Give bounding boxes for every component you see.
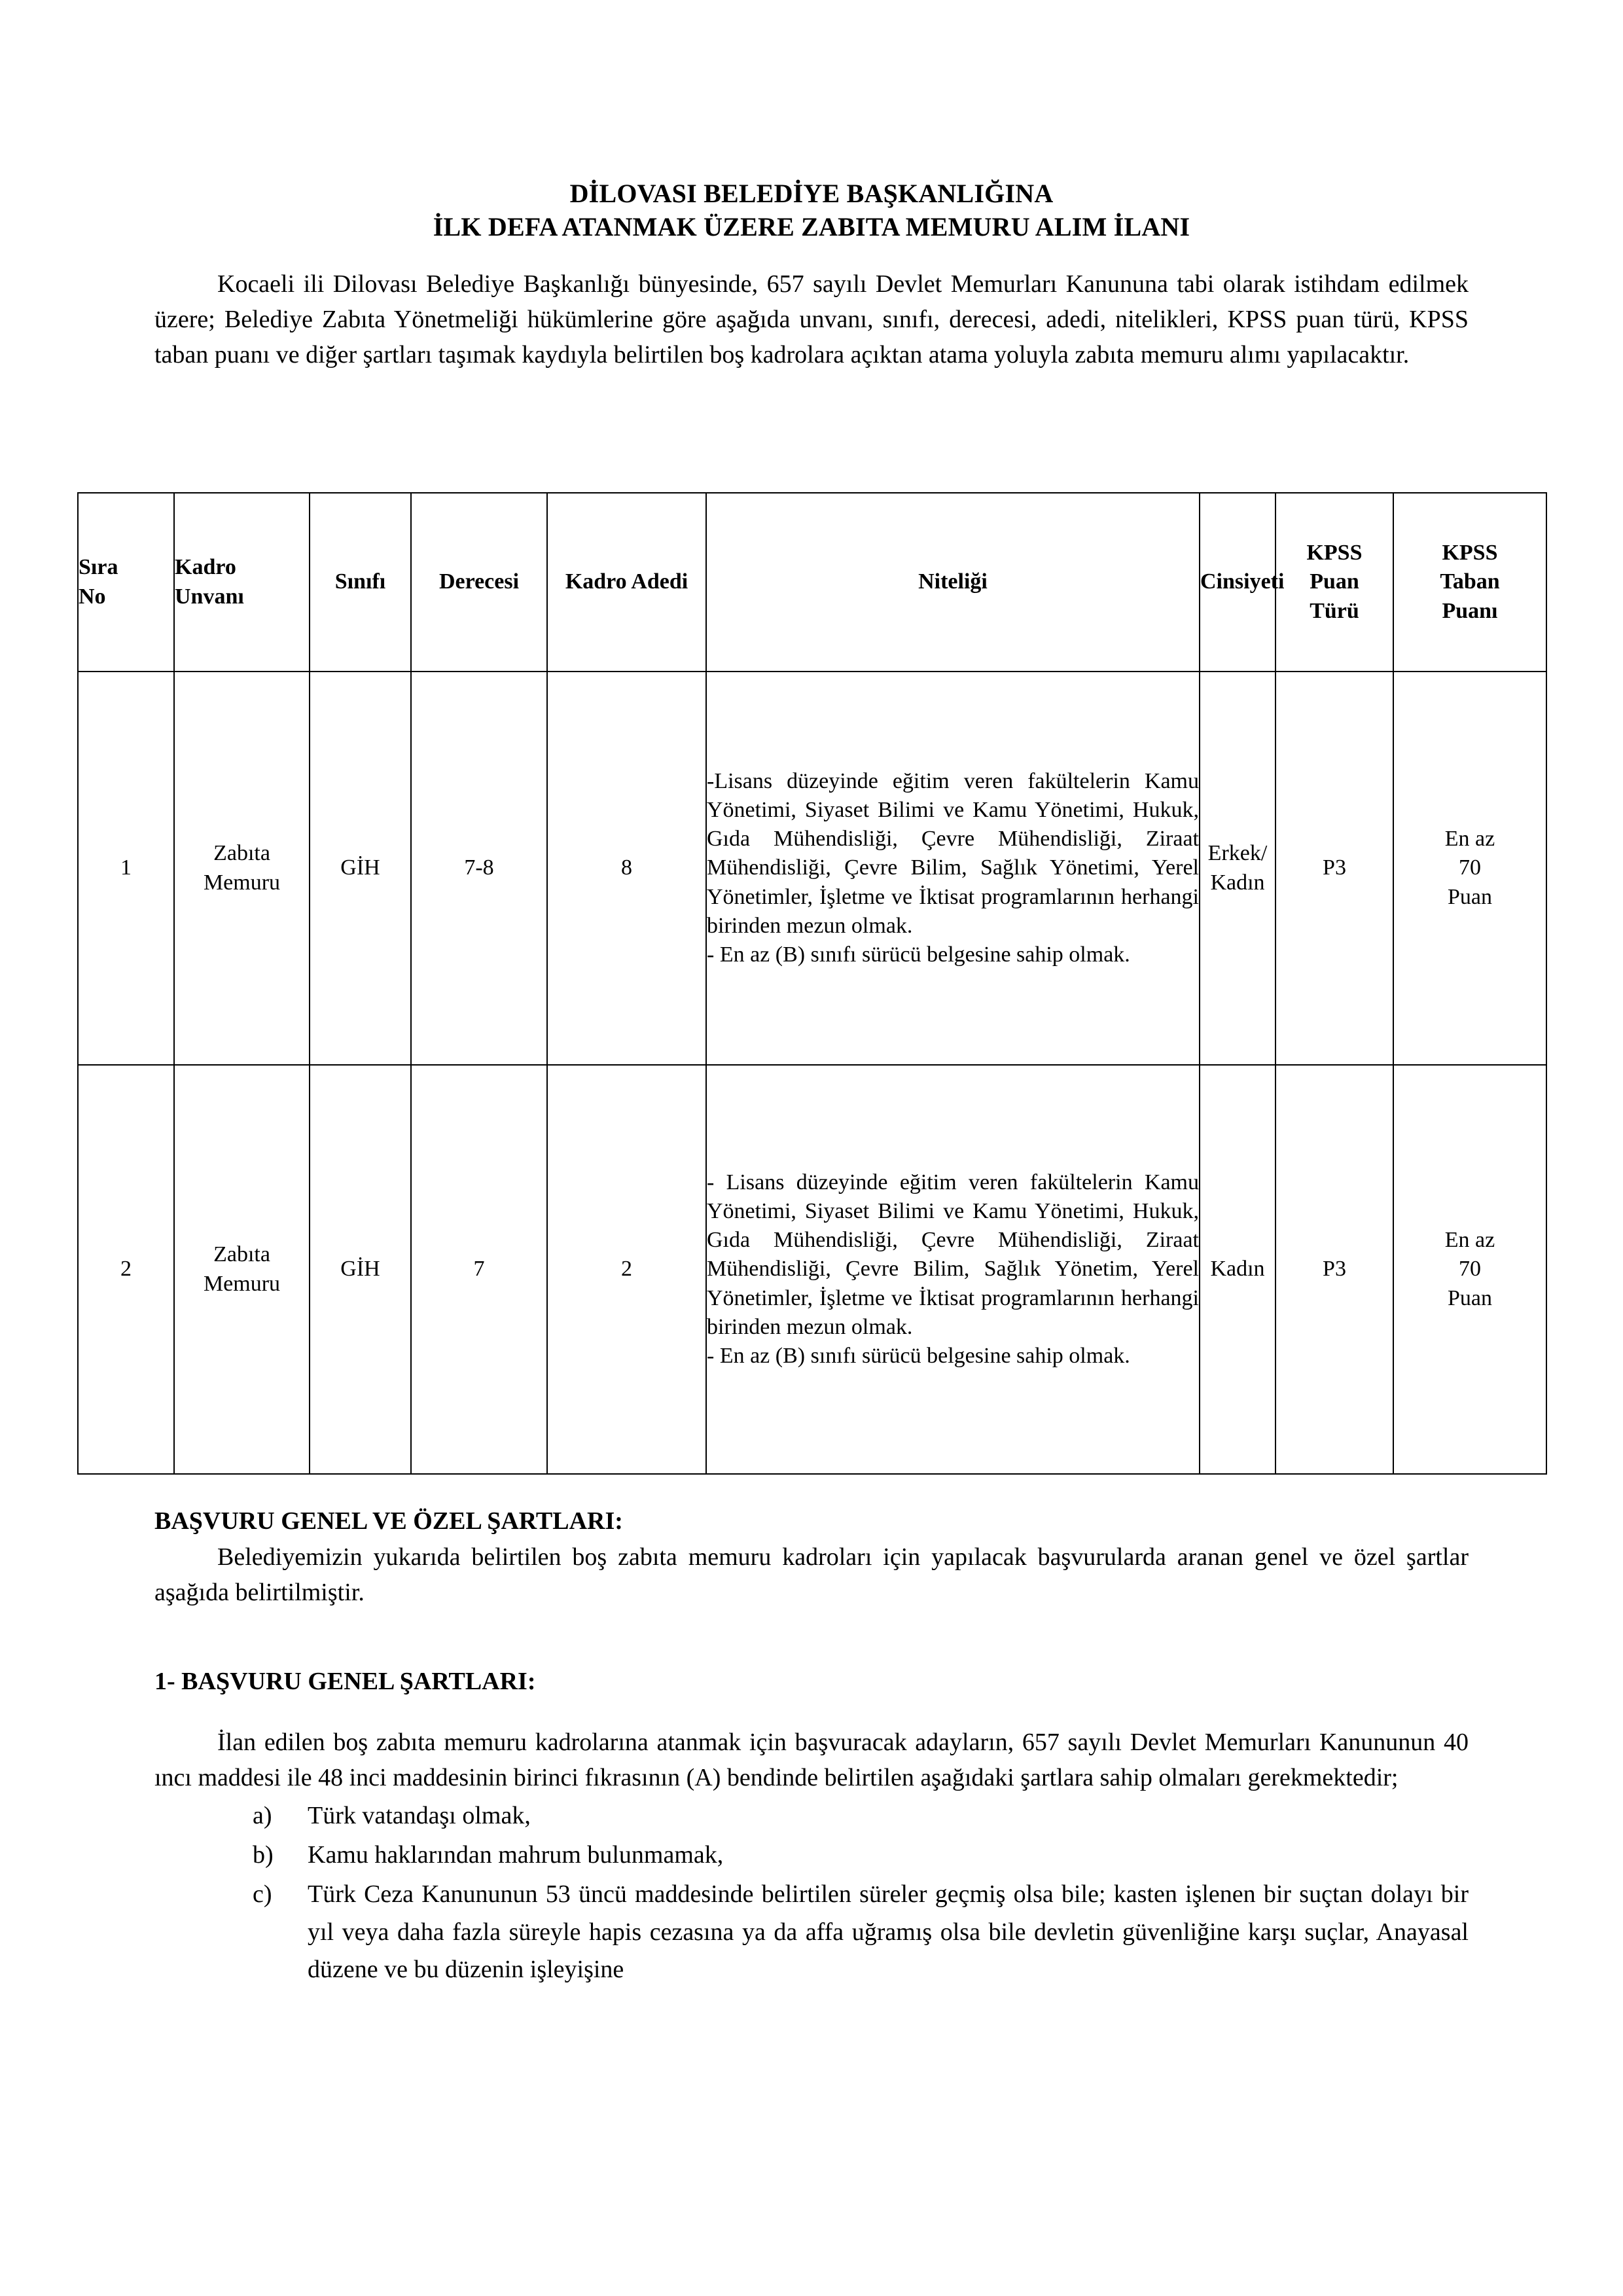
cell-kpss-taban-puani-line3: Puan <box>1448 1285 1492 1310</box>
page-title <box>154 178 1469 242</box>
header-kadro-unvani-line2: Unvanı <box>175 584 244 609</box>
cell-niteligi-line2: - En az (B) sınıfı sürücü belgesine sahip olmak. <box>707 942 1130 967</box>
conditions-section <box>154 1505 1469 1611</box>
header-kadro-unvani <box>174 493 310 672</box>
table-row <box>78 1065 1546 1474</box>
header-sira-no-line2: No <box>79 584 106 609</box>
list-item-marker: b) <box>253 1841 274 1869</box>
table-header-row <box>78 493 1546 672</box>
kadro-table-container <box>77 492 1546 1475</box>
cell-cinsiyeti: Kadın <box>1200 1065 1275 1474</box>
cell-kpss-taban-puani-line2: 70 <box>1459 855 1481 880</box>
cell-kpss-taban-puani-line1: En az <box>1444 827 1495 852</box>
cell-kadro-unvani <box>174 1065 310 1474</box>
kadro-table <box>77 492 1547 1475</box>
cell-sinifi: GİH <box>310 672 411 1065</box>
list-item-text: Türk Ceza Kanununun 53 üncü maddesinde belirtilen süreler geçmiş olsa bile; kasten işlenen bir suçtan dolayı bir yıl veya daha fazla süreyle hapis cezasına ya da affa uğramış olsa bile devletin güvenliğine karşı suçlar, Anayasal düzene ve bu düzenin işleyişine <box>308 1880 1469 1984</box>
header-kadro-adedi: Kadro Adedi <box>547 493 706 672</box>
general-conditions-heading: 1- BAŞVURU GENEL ŞARTLARI: <box>154 1668 536 1695</box>
header-kadro-unvani-line1: Kadro <box>175 555 236 580</box>
header-kpss-puan-turu-line3: Türü <box>1310 598 1359 623</box>
list-item-marker: c) <box>253 1880 272 1908</box>
cell-kpss-taban-puani-line1: En az <box>1444 1228 1495 1253</box>
header-sira-no-line1: Sıra <box>79 555 118 580</box>
header-kpss-puan-turu-line2: Puan <box>1310 569 1359 594</box>
intro-paragraph: Kocaeli ili Dilovası Belediye Başkanlığı bünyesinde, 657 sayılı Devlet Memurları Kanununa tabi olarak istihdam edilmek üzere; Belediye Zabıta Yönetmeliği hükümlerine göre aşağıda unvanı, sınıfı, derecesi, adedi, nitelikleri, KPSS puan türü, KPSS taban puanı ve diğer şartları taşımak kaydıyla belirtilen boş kadrolara açıktan atama yoluyla zabıta memuru alımı yapılacaktır. <box>154 270 1469 369</box>
header-niteligi: Niteliği <box>706 493 1200 672</box>
cell-kpss-taban-puani-line2: 70 <box>1459 1257 1481 1282</box>
cell-kadro-unvani-line2: Memuru <box>203 870 281 895</box>
header-kpss-puan-turu-line1: KPSS <box>1306 541 1363 565</box>
general-conditions-paragraph: İlan edilen boş zabıta memuru kadrolarına atanmak için başvuracak adayların, 657 sayılı Devlet Memurları Kanununun 40 ıncı maddesi ile 48 inci maddesinin birinci fıkrasının (A) bendinde belirtilen aşağıdaki şartlara sahip olmaları gerekmektedir; <box>154 1729 1469 1792</box>
cell-kadro-unvani-line1: Zabıta <box>213 1242 270 1267</box>
document-body <box>154 0 1469 373</box>
list-item-marker: a) <box>253 1802 272 1830</box>
header-cinsiyeti: Cinsiyeti <box>1200 493 1275 672</box>
cell-niteligi-line2: - En az (B) sınıfı sürücü belgesine sahip olmak. <box>707 1343 1130 1368</box>
cell-kpss-puan-turu: P3 <box>1275 672 1393 1065</box>
cell-niteligi-line1: -Lisans düzeyinde eğitim veren fakültelerin Kamu Yönetimi, Siyaset Bilimi ve Kamu Yönetimi, Hukuk, Gıda Mühendisliği, Çevre Mühendisliği, Ziraat Mühendisliği, Çevre Bilim, Sağlık Yönetimi, Yerel Yönetimler, İşletme ve İktisat programlarının herhangi birinden mezun olmak. <box>707 768 1199 938</box>
list-item <box>154 1837 1469 1874</box>
cell-niteligi <box>706 672 1200 1065</box>
list-item <box>154 1797 1469 1835</box>
header-kpss-puan-turu <box>1275 493 1393 672</box>
header-kpss-taban-puani-line1: KPSS <box>1442 541 1498 565</box>
cell-kadro-unvani-line2: Memuru <box>203 1271 281 1296</box>
cell-kadro-adedi: 8 <box>547 672 706 1065</box>
cell-kpss-puan-turu: P3 <box>1275 1065 1393 1474</box>
general-conditions-list <box>154 1797 1469 1989</box>
cell-kpss-taban-puani <box>1393 672 1546 1065</box>
title-line-1: DİLOVASI BELEDİYE BAŞKANLIĞINA <box>569 179 1054 208</box>
header-derecesi: Derecesi <box>411 493 547 672</box>
general-conditions-section <box>154 1666 1469 1989</box>
list-item-text: Kamu haklarından mahrum bulunmamak, <box>308 1841 724 1869</box>
cell-niteligi-line1: - Lisans düzeyinde eğitim veren fakültelerin Kamu Yönetimi, Siyaset Bilimi ve Kamu Yönetimi, Hukuk, Gıda Mühendisliği, Çevre Mühendisliği, Ziraat Mühendisliği, Çevre Bilim, Sağlık Yönetim, Yerel Yönetimler, İşletme ve İktisat programlarının herhangi birinden mezun olmak. <box>707 1170 1199 1339</box>
cell-kadro-unvani <box>174 672 310 1065</box>
list-item-text: Türk vatandaşı olmak, <box>308 1802 531 1830</box>
cell-sira-no: 2 <box>78 1065 174 1474</box>
title-line-2: İLK DEFA ATANMAK ÜZERE ZABITA MEMURU ALIM İLANI <box>433 212 1190 242</box>
header-sinifi: Sınıfı <box>310 493 411 672</box>
cell-kpss-taban-puani <box>1393 1065 1546 1474</box>
header-sira-no <box>78 493 174 672</box>
cell-derecesi: 7 <box>411 1065 547 1474</box>
cell-kadro-adedi: 2 <box>547 1065 706 1474</box>
cell-cinsiyeti-line1: Erkek/ <box>1207 841 1268 866</box>
table-row <box>78 672 1546 1065</box>
cell-niteligi <box>706 1065 1200 1474</box>
header-kpss-taban-puani-line2: Taban <box>1440 569 1500 594</box>
cell-sira-no: 1 <box>78 672 174 1065</box>
cell-derecesi: 7-8 <box>411 672 547 1065</box>
cell-kpss-taban-puani-line3: Puan <box>1448 884 1492 909</box>
list-item <box>154 1876 1469 1989</box>
cell-sinifi: GİH <box>310 1065 411 1474</box>
header-kpss-taban-puani <box>1393 493 1546 672</box>
conditions-heading: BAŞVURU GENEL VE ÖZEL ŞARTLARI: <box>154 1507 623 1535</box>
cell-kadro-unvani-line1: Zabıta <box>213 841 270 866</box>
conditions-paragraph: Belediyemizin yukarıda belirtilen boş zabıta memuru kadroları için yapılacak başvurularda aranan genel ve özel şartlar aşağıda belirtilmiştir. <box>154 1543 1469 1607</box>
cell-cinsiyeti-line2: Kadın <box>1210 870 1265 895</box>
cell-cinsiyeti <box>1200 672 1275 1065</box>
header-kpss-taban-puani-line3: Puanı <box>1442 598 1498 623</box>
